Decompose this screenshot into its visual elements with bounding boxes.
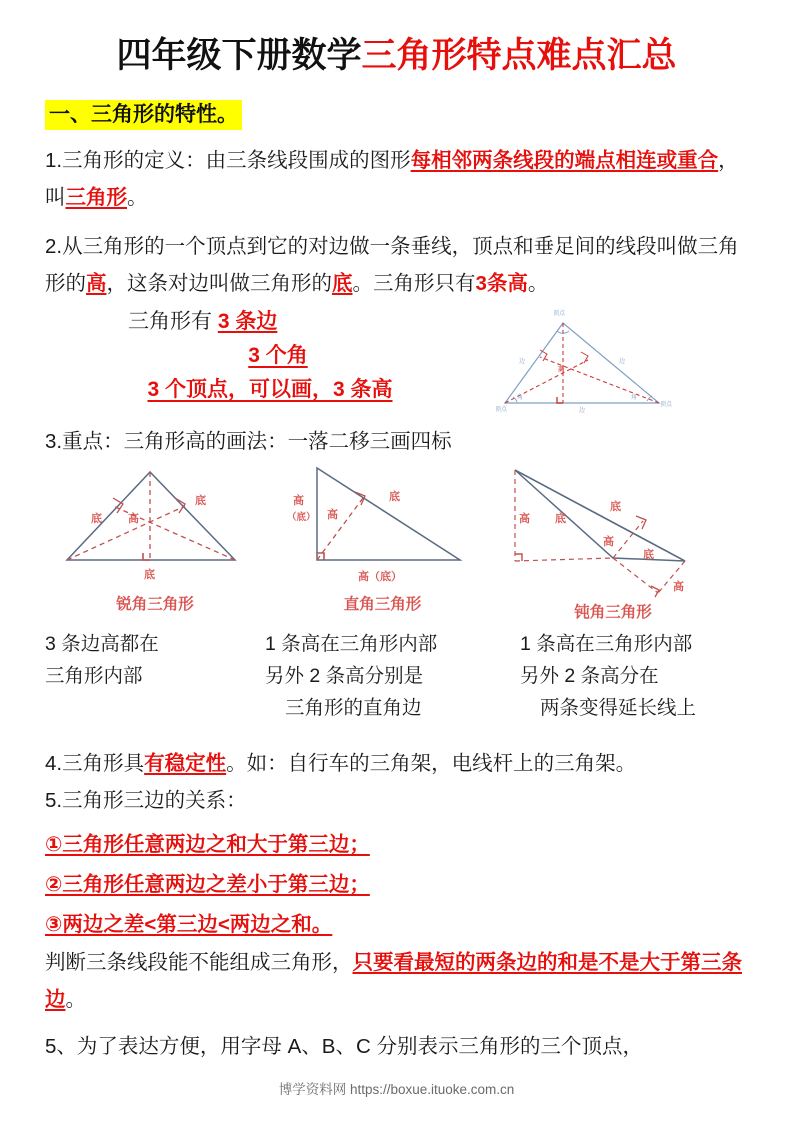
bullet-3 xyxy=(45,906,751,943)
obtuse-extension-base xyxy=(515,558,613,561)
acute-label-height: 高 xyxy=(128,513,139,525)
notes-obtuse-line-3: 两条变得延长线上 xyxy=(540,697,697,719)
bullet-3-text: ③两边之差<第三边<两边之和。 xyxy=(45,913,333,936)
right-triangle-svg xyxy=(285,460,490,588)
acute-caption: 锐角三角形 xyxy=(116,596,194,613)
notes-right-line-1: 1 条高在三角形内部 xyxy=(265,633,438,655)
bullet-2 xyxy=(45,866,751,903)
line-sides-prefix: 三角形有 xyxy=(128,310,218,333)
mini-label-side-left: 边 xyxy=(519,359,526,365)
line-sides-value: 3 条边 xyxy=(217,310,278,333)
paragraph-definition xyxy=(45,142,751,216)
p2-keyword-height: 高 xyxy=(86,272,107,295)
title-black-part: 四年级下册数学 xyxy=(116,36,362,75)
paragraph-letters: 5、为了表达方便，用字母 A、B、C 分别表示三角形的三个顶点， xyxy=(45,1035,643,1058)
notes-acute-line-2: 三角形内部 xyxy=(45,665,143,687)
obtuse-label-base-mid: 底 xyxy=(643,549,654,561)
acute-right-angle-base xyxy=(143,553,150,560)
figure-mini-triangle xyxy=(495,305,675,415)
obtuse-label-height-right: 高 xyxy=(673,581,684,593)
notes-right-line-2: 另外 2 条高分别是 xyxy=(265,665,424,687)
right-caption: 直角三角形 xyxy=(343,596,422,613)
notes-obtuse-line-1: 1 条高在三角形内部 xyxy=(520,633,693,655)
p2-text-h: 。 xyxy=(527,272,549,295)
bullet-1 xyxy=(45,826,751,863)
notes-right xyxy=(265,628,510,724)
mini-label-vertex-right: 顶点 xyxy=(660,402,673,408)
p1-highlight-b: 每相邻两条线段的端点相连 xyxy=(410,149,657,172)
paragraph-drawing-method: 3.重点：三角形高的画法：一落二移三画四标 xyxy=(45,430,452,453)
p1-highlight-e: 三角形 xyxy=(65,186,127,209)
right-outline xyxy=(317,468,460,560)
acute-altitude-to-right-side xyxy=(67,506,185,560)
right-label-bottom: 高（底） xyxy=(358,571,402,583)
obtuse-label-base-left: 底 xyxy=(555,513,566,525)
right-altitude-to-hypotenuse xyxy=(317,498,363,560)
p6-highlight-c: 大于第三条边 xyxy=(45,951,742,1011)
paragraph-height-base xyxy=(45,228,751,302)
obtuse-label-height-mid: 高 xyxy=(603,536,614,548)
mini-right-angle-a xyxy=(581,352,588,363)
notes-acute xyxy=(45,628,260,692)
obtuse-caption: 钝角三角形 xyxy=(574,604,652,621)
figure-obtuse-triangle xyxy=(495,460,745,621)
notes-acute-line-1: 3 条边高都在 xyxy=(45,633,159,655)
obtuse-triangle-svg xyxy=(495,460,745,600)
p4-text-a: 4.三角形具 xyxy=(45,752,145,775)
figure-right-triangle xyxy=(285,460,490,613)
right-label-altitude: 高 xyxy=(327,509,338,521)
notes-obtuse xyxy=(520,628,760,724)
mini-label-side-bottom: 边 xyxy=(579,408,586,414)
paragraph-side-relations: 5.三角形三边的关系： xyxy=(45,789,247,812)
obtuse-long-side xyxy=(515,470,685,561)
p6-highlight-b: 只要看最短的两条边的和是不是 xyxy=(352,951,640,974)
paragraph-stability xyxy=(45,745,751,782)
p2-text-d: ，这条对边叫做三角形的 xyxy=(106,272,332,295)
p2-keyword-base: 底 xyxy=(332,272,353,295)
figure-row xyxy=(45,460,751,620)
figure-acute-triangle xyxy=(55,460,270,613)
bullet-2-text: ②三角形任意两边之差小于第三边； xyxy=(45,873,370,896)
right-label-leg-left: 高 xyxy=(293,495,304,507)
p1-text-d: ，叫 xyxy=(45,149,739,209)
mini-label-side-right: 边 xyxy=(619,359,626,365)
obtuse-label-base-top: 底 xyxy=(610,501,621,513)
mini-triangle-svg xyxy=(495,305,675,415)
mini-label-height: 高 xyxy=(558,366,565,373)
obtuse-label-height-left: 高 xyxy=(519,513,530,525)
line-triangle-vertices: 3 个顶点，可以画，3 条高 xyxy=(147,378,393,401)
mini-label-vertex-top: 顶点 xyxy=(553,311,566,317)
p1-highlight-c: 或重合 xyxy=(656,149,719,172)
acute-label-base-left: 底 xyxy=(91,513,102,525)
page-title xyxy=(0,36,793,76)
obtuse-extension-right xyxy=(613,558,658,593)
notes-right-line-3: 三角形的直角边 xyxy=(285,697,422,719)
title-red-part: 三角形特点难点汇总 xyxy=(361,36,677,75)
bullet-1-text: ①三角形任意两边之和大于第三边； xyxy=(45,833,370,856)
right-label-hypotenuse: 底 xyxy=(389,491,400,503)
line-triangle-sides xyxy=(128,305,528,339)
notes-obtuse-line-2: 另外 2 条高分在 xyxy=(520,665,659,687)
p1-text-a: 1.三角形的定义：由三条线段围成的图形 xyxy=(45,149,411,172)
mini-right-angle-bottom xyxy=(557,397,563,403)
obtuse-altitude-internal xyxy=(613,521,643,558)
p4-keyword-stability: 有稳定性 xyxy=(144,752,227,775)
acute-label-base-right: 底 xyxy=(195,495,206,507)
line-triangle-angles: 3 个角 xyxy=(248,344,308,367)
obtuse-right-angle-left xyxy=(515,554,522,561)
right-label-leg-left-sub: （底） xyxy=(287,512,316,523)
mini-label-angle-left: 角 xyxy=(517,395,524,401)
p2-text-b: 段叫做三角形的 xyxy=(45,235,739,295)
p6-text-a: 判断三条线段能不能组成三角形， xyxy=(45,951,353,974)
acute-triangle-svg xyxy=(55,460,270,588)
p2-text-a: 2.从三角形的一个顶点到它的对边做一条垂线，顶点和垂足间的线 xyxy=(45,235,637,258)
mini-label-angle-right: 角 xyxy=(631,395,638,401)
footer-watermark: 博学资料网 https://boxue.ituoke.com.cn xyxy=(278,1082,515,1097)
section-heading: 一、三角形的特性。 xyxy=(45,100,242,130)
paragraph-judgement xyxy=(45,944,751,1018)
p4-text-c: 。如：自行车的三角架，电线杆上的三角架。 xyxy=(226,752,637,775)
p6-text-d: 。 xyxy=(65,988,86,1011)
mini-label-vertex-left: 顶点 xyxy=(495,407,508,413)
acute-label-base-bottom: 底 xyxy=(144,569,155,581)
p2-keyword-three-heights: 3条高 xyxy=(475,272,528,295)
p2-text-f: 。三角形只有 xyxy=(352,272,476,295)
obtuse-right-angle-right xyxy=(651,586,659,597)
p1-text-f: 。 xyxy=(127,186,148,209)
mini-altitude-right xyxy=(540,357,659,403)
